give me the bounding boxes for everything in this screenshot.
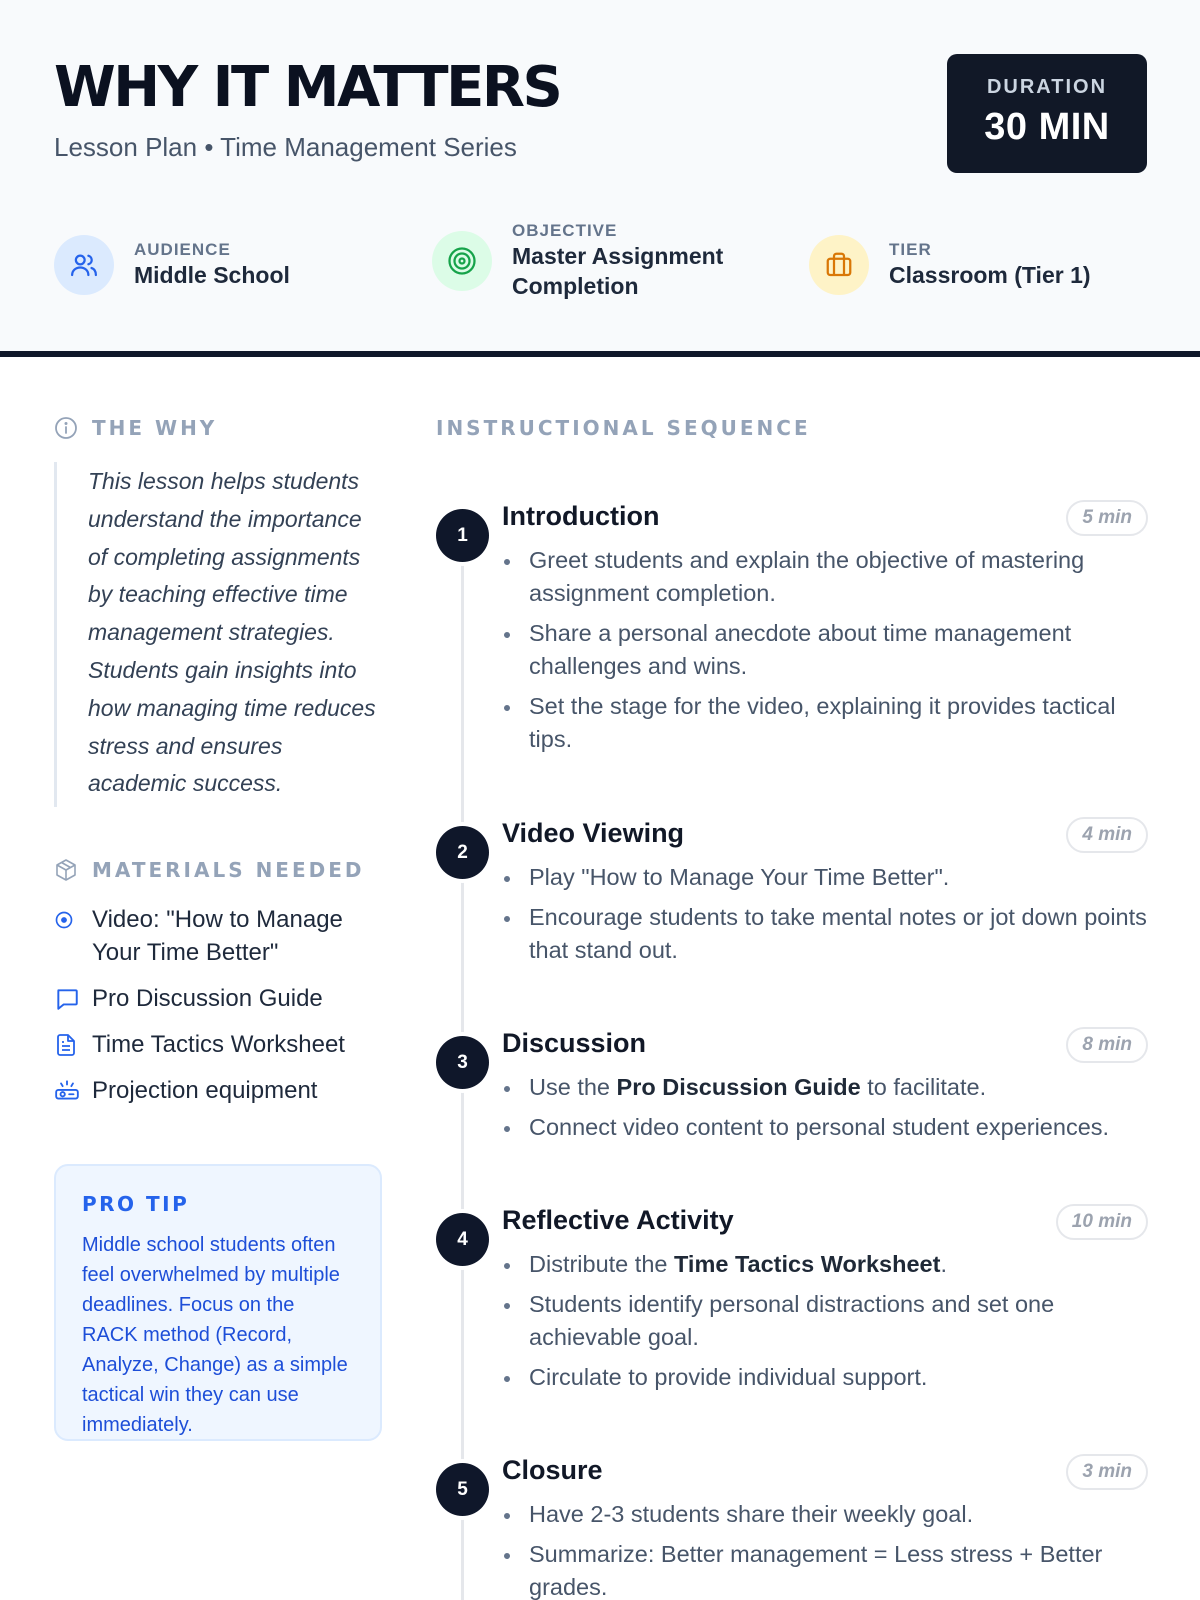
step-title: Reflective Activity [502,1205,734,1235]
bullet-text: Encourage students to take mental notes or jot down points that stand out. [529,904,1147,963]
bullet-text: Distribute the [529,1251,674,1277]
duration-value: 30 MIN [984,106,1110,148]
list-item [502,690,1148,756]
meta-tier-label: TIER [889,240,932,259]
step-duration-pill: 4 min [1066,817,1148,853]
list-item [502,1071,1148,1104]
bullet-text: . [940,1251,947,1277]
step-bullet-list [502,1248,1148,1401]
list-item [502,1538,1148,1600]
chat-bubble-icon [54,982,84,1015]
list-item [54,1028,394,1061]
step-number-badge: 1 [436,509,489,562]
duration-badge [947,54,1147,173]
step-title: Discussion [502,1028,647,1058]
bullet-text: Summarize: Better management = Less stress + Better grades. [529,1541,1103,1600]
step-number-badge: 5 [436,1463,489,1516]
meta-audience-value: Middle School [134,262,290,288]
step-duration-pill: 5 min [1066,500,1148,536]
bullet-text: Greet students and explain the objective of mastering assignment completion. [529,547,1085,606]
list-item [502,1498,1148,1531]
step-number-badge: 4 [436,1213,489,1266]
why-quote: This lesson helps students understand the importance of completing assignments by teaching effective time management strategies. Students gain insights into how managing time reduces stress and ensures academic success. [54,462,384,807]
list-item [502,1248,1148,1281]
step-duration-pill: 8 min [1066,1027,1148,1063]
sequence-heading: INSTRUCTIONAL SEQUENCE [436,416,811,440]
document-icon [54,1028,84,1061]
projector-icon [54,1074,84,1107]
step-duration-pill: 3 min [1066,1454,1148,1490]
list-item [502,617,1148,683]
bullet-text: Students identify personal distractions and set one achievable goal. [529,1291,1055,1350]
step-title: Video Viewing [502,818,685,848]
bullet-text: Have 2-3 students share their weekly goal. [529,1501,974,1527]
pro-tip-card [54,1164,382,1441]
bold-material-ref: Time Tactics Worksheet [673,1251,941,1277]
users-icon [54,235,114,295]
step-bullet-list [502,1071,1148,1151]
bullet-text: Share a personal anecdote about time management challenges and wins. [529,620,1072,679]
bold-material-ref: Pro Discussion Guide [616,1074,861,1100]
pro-tip-body: Middle school students often feel overwhelmed by multiple deadlines. Focus on the RACK method (Record, Analyze, Change) as a simple tactical win they can use immediately. [82,1234,348,1436]
meta-audience [54,235,290,295]
step-title: Introduction [502,501,660,531]
pro-tip-title: PRO TIP [82,1192,190,1216]
play-circle-icon [54,903,84,936]
meta-objective-value: Master Assignment Completion [512,243,724,299]
list-item [54,982,394,1015]
duration-label: DURATION [986,76,1108,98]
meta-objective-label: OBJECTIVE [512,221,618,240]
lesson-header [0,0,1200,357]
package-icon [54,858,78,882]
step-bullet-list [502,861,1148,974]
bullet-text: Play "How to Manage Your Time Better". [529,864,950,890]
list-item [502,1361,1148,1394]
material-label: Projection equipment [92,1077,318,1104]
materials-heading [54,858,365,882]
why-heading-label: THE WHY [92,416,218,440]
info-icon [54,416,78,440]
bullet-text: Set the stage for the video, explaining it provides tactical tips. [529,693,1116,752]
briefcase-icon [809,235,869,295]
material-label: Video: "How to Manage Your Time Better" [92,906,343,966]
meta-tier [809,235,1091,295]
material-label: Time Tactics Worksheet [92,1031,345,1058]
step-bullet-list [502,1498,1148,1600]
list-item [54,903,394,969]
meta-tier-value: Classroom (Tier 1) [889,262,1091,288]
list-item [502,1288,1148,1354]
page-subtitle: Lesson Plan • Time Management Series [54,132,517,162]
materials-list [54,903,394,1120]
list-item [502,861,1148,894]
step-number-badge: 3 [436,1036,489,1089]
list-item [502,1111,1148,1144]
list-item [502,544,1148,610]
step-title: Closure [502,1455,603,1485]
list-item [54,1074,394,1107]
list-item [502,901,1148,967]
meta-objective [432,221,742,301]
materials-heading-label: MATERIALS NEEDED [92,858,365,882]
why-heading [54,416,217,440]
step-duration-pill: 10 min [1056,1204,1148,1240]
bullet-text: to facilitate. [860,1074,987,1100]
target-icon [432,231,492,291]
meta-audience-label: AUDIENCE [134,240,231,259]
step-bullet-list [502,544,1148,763]
bullet-text: Use the [529,1074,617,1100]
bullet-text: Circulate to provide individual support. [529,1364,928,1390]
material-label: Pro Discussion Guide [92,985,323,1012]
bullet-text: Connect video content to personal student experiences. [529,1114,1110,1140]
step-number-badge: 2 [436,826,489,879]
page-title: WHY IT MATTERS [54,55,561,120]
